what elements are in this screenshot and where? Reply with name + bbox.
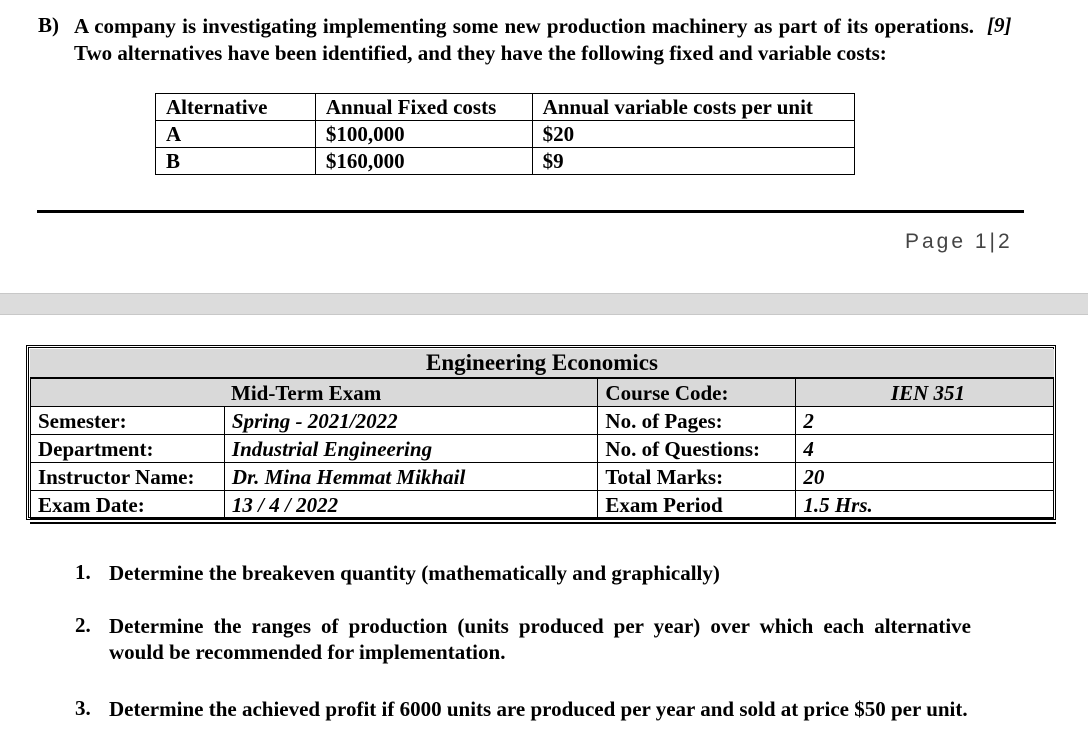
instructor-value: Dr. Mina Hemmat Mikhail	[224, 463, 598, 491]
questions-count-value: 4	[796, 435, 1054, 463]
course-title: Engineering Economics	[30, 349, 1054, 378]
exam-period-value: 1.5 Hrs.	[796, 491, 1054, 519]
questions-count-label: No. of Questions:	[598, 435, 796, 463]
cost-cell: $9	[532, 148, 854, 175]
question-2-text: Determine the ranges of production (units produced per year) over which each alternative would be recommended for implementation.	[109, 614, 971, 664]
cost-header-variable: Annual variable costs per unit	[532, 94, 854, 121]
exam-info-table	[30, 378, 1054, 519]
table-row	[31, 407, 1054, 435]
question-2-number: 2.	[75, 613, 91, 637]
department-label: Department:	[31, 435, 225, 463]
cost-table-header-row	[156, 94, 855, 121]
question-b-label: B)	[38, 13, 59, 37]
exam-info-top-row	[31, 379, 1054, 407]
exam-type: Mid-Term Exam	[31, 379, 598, 407]
page-number: Page 1|2	[905, 230, 1013, 253]
total-marks-label: Total Marks:	[598, 463, 796, 491]
exam-date-value: 13 / 4 / 2022	[224, 491, 598, 519]
cost-cell: B	[156, 148, 316, 175]
cost-cell: $160,000	[315, 148, 532, 175]
instructor-label: Instructor Name:	[31, 463, 225, 491]
pages-value: 2	[796, 407, 1054, 435]
pages-label: No. of Pages:	[598, 407, 796, 435]
cost-cell: A	[156, 121, 316, 148]
question-b-text: A company is investigating implementing some new production machinery as part of its operations. Two alternatives have been identified, and they have the following fixed and variable costs:	[74, 14, 974, 65]
question-b-marks: [9]	[987, 13, 1012, 37]
course-code: IEN 351	[796, 379, 1054, 407]
cost-cell: $100,000	[315, 121, 532, 148]
question-3-text: Determine the achieved profit if 6000 units are produced per year and sold at price $50 per unit.	[109, 697, 968, 721]
exam-period-label: Exam Period	[598, 491, 796, 519]
semester-label: Semester:	[31, 407, 225, 435]
table-row	[156, 148, 855, 175]
question-1-number: 1.	[75, 560, 91, 584]
department-value: Industrial Engineering	[224, 435, 598, 463]
cost-table	[155, 93, 855, 175]
footer-divider	[37, 210, 1024, 213]
semester-value: Spring - 2021/2022	[224, 407, 598, 435]
cost-cell: $20	[532, 121, 854, 148]
total-marks-value: 20	[796, 463, 1054, 491]
cost-header-fixed: Annual Fixed costs	[315, 94, 532, 121]
table-row	[31, 491, 1054, 519]
cost-header-alternative: Alternative	[156, 94, 316, 121]
exam-date-label: Exam Date:	[31, 491, 225, 519]
question-1-text: Determine the breakeven quantity (mathematically and graphically)	[109, 561, 720, 585]
table-row	[31, 463, 1054, 491]
table-row	[31, 435, 1054, 463]
course-code-label: Course Code:	[598, 379, 796, 407]
page-separator	[0, 293, 1088, 315]
header-bottom-rule	[30, 522, 1056, 524]
question-3-number: 3.	[75, 696, 91, 720]
table-row	[156, 121, 855, 148]
